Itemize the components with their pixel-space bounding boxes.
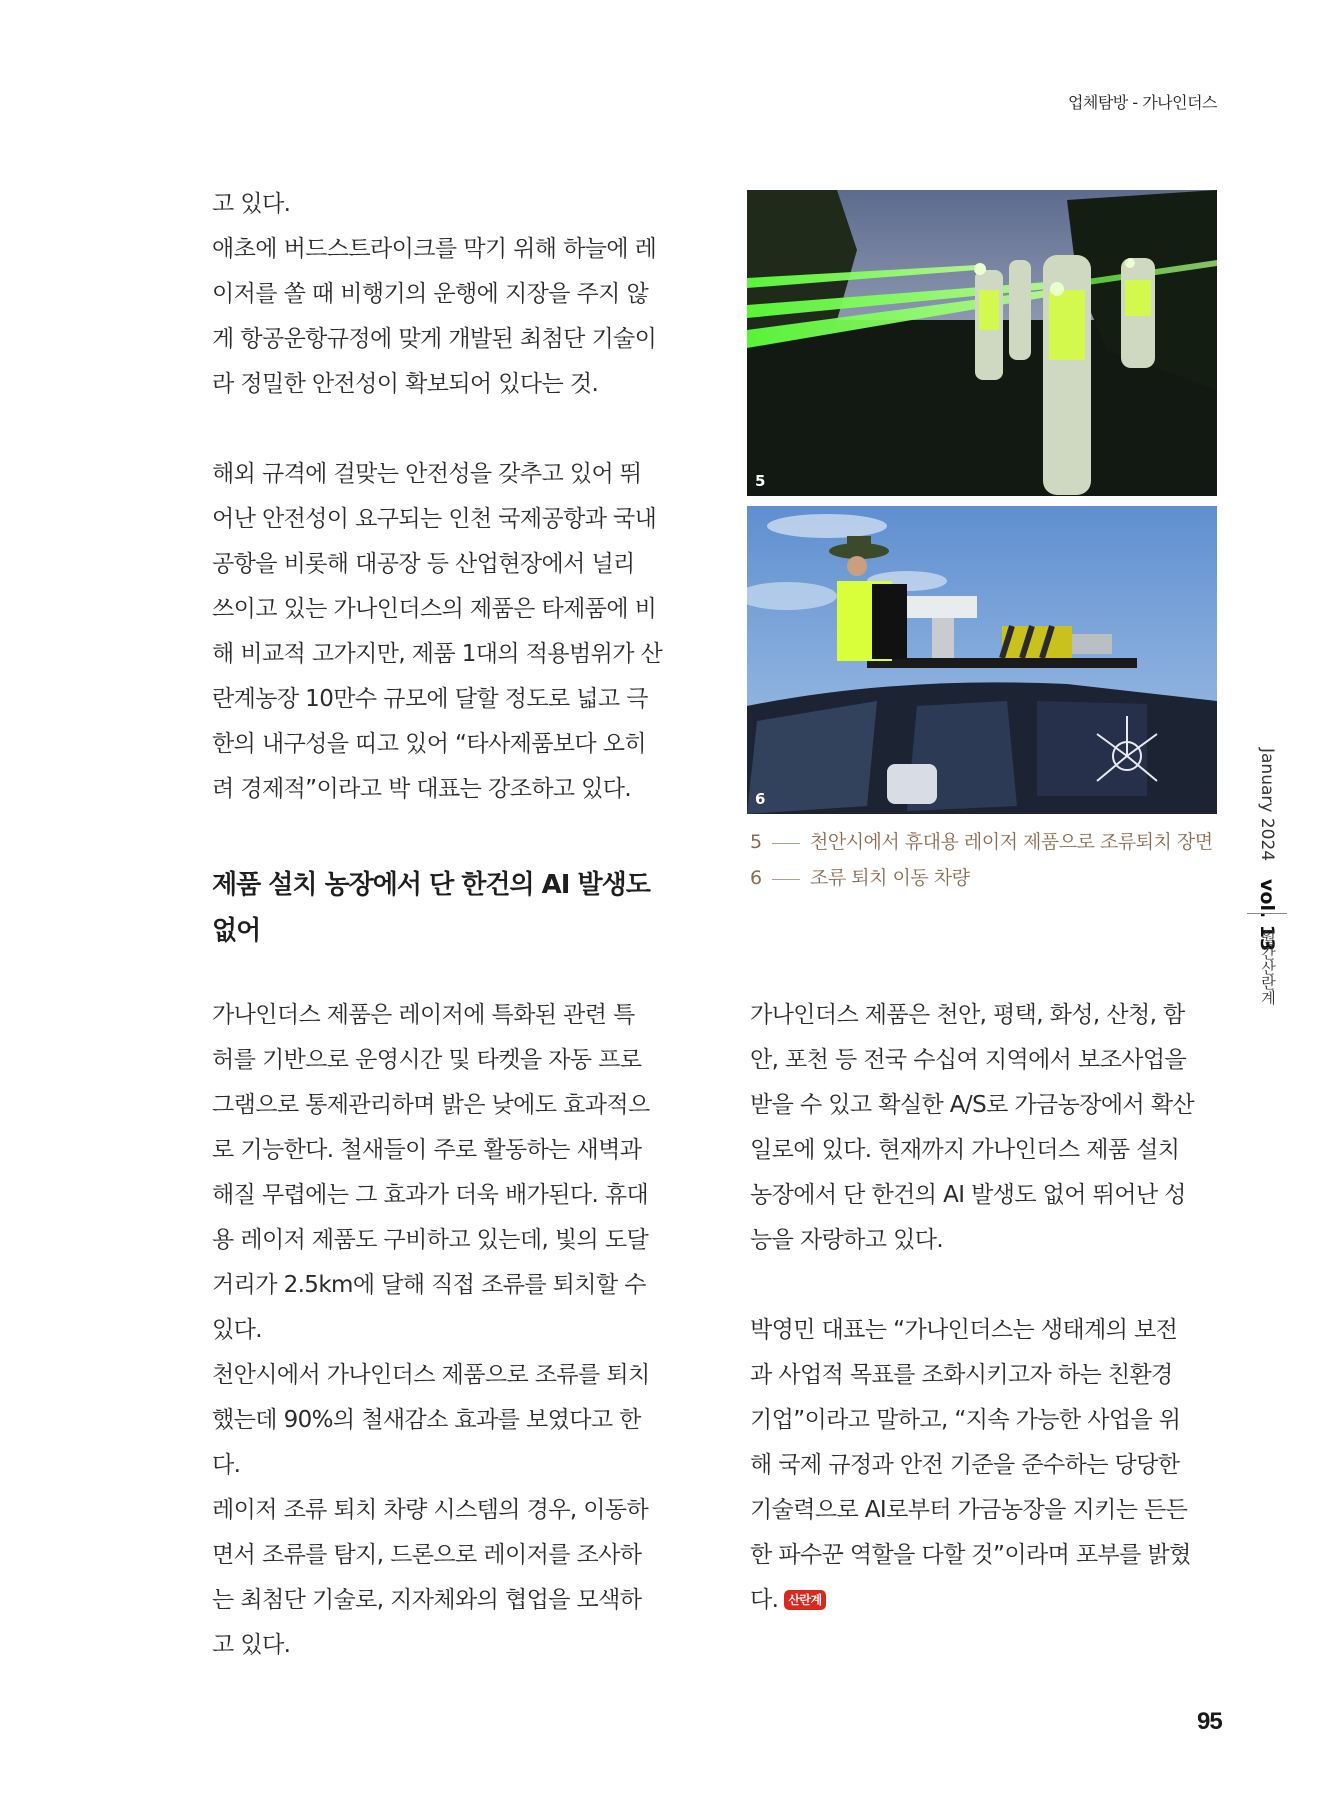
text-line: 일로에 있다. 현재까지 가나인더스 제품 설치 — [750, 1137, 1180, 1163]
text-line: 라 정밀한 안전성이 확보되어 있다는 것. — [212, 371, 599, 397]
photo-captions — [750, 824, 1213, 896]
photo-number: 6 — [755, 790, 766, 808]
heading-line: 제품 설치 농장에서 단 한건의 AI 발생도 — [212, 870, 650, 900]
text-line: 로 기능한다. 철새들이 주로 활동하는 새벽과 — [212, 1137, 642, 1163]
text-line: 거리가 2.5km에 달해 직접 조류를 퇴치할 수 — [212, 1272, 646, 1298]
end-mark-logo: 산란계 — [784, 1590, 825, 1610]
text-line: 고 있다. — [212, 1632, 291, 1658]
paragraph — [750, 993, 1220, 1263]
text-line: 공항을 비롯해 대공장 등 산업현장에서 널리 — [212, 551, 635, 577]
issue-date: January 2024 — [1257, 748, 1277, 862]
text-line: 용 레이저 제품도 구비하고 있는데, 빛의 도달 — [212, 1227, 649, 1253]
paragraph — [212, 227, 687, 407]
paragraph — [750, 1308, 1220, 1578]
photo-number: 5 — [755, 472, 766, 490]
caption — [750, 824, 1213, 860]
text-line: 그램으로 통제관리하며 밝은 낮에도 효과적으 — [212, 1092, 650, 1118]
text-line: 쓰이고 있는 가나인더스의 제품은 타제품에 비 — [212, 596, 657, 622]
text-line: 해 비교적 고가지만, 제품 1대의 적용범위가 산 — [212, 641, 663, 667]
heading-line: 없어 — [212, 916, 261, 946]
photo-laser-bird-repelling — [747, 190, 1217, 496]
sidebar-issue — [1256, 748, 1278, 951]
caption-rule — [772, 879, 800, 880]
text-line: 애초에 버드스트라이크를 막기 위해 하늘에 레 — [212, 236, 657, 262]
text-line: 한의 내구성을 띠고 있어 “타사제품보다 오히 — [212, 731, 646, 757]
text-line: 다. — [750, 1587, 779, 1613]
text-line: 안, 포천 등 전국 수십여 지역에서 보조사업을 — [750, 1047, 1187, 1073]
right-column-bottom — [750, 993, 1220, 1623]
text-line: 허를 기반으로 운영시간 및 타켓을 자동 프로 — [212, 1047, 642, 1073]
caption-text: 조류 퇴치 이동 차량 — [810, 867, 970, 889]
text-line: 가나인더스 제품은 레이저에 특화된 관련 특 — [212, 1002, 635, 1028]
text-line: 려 경제적”이라고 박 대표는 강조하고 있다. — [212, 776, 632, 802]
paragraph — [212, 1488, 687, 1668]
text-line: 한 파수꾼 역할을 다할 것”이라며 포부를 밝혔 — [750, 1542, 1191, 1568]
text-line: 어난 안전성이 요구되는 인천 국제공항과 국내 — [212, 506, 657, 532]
caption — [750, 860, 1213, 896]
text-line: 이저를 쏠 때 비행기의 운행에 지장을 주지 않 — [212, 281, 649, 307]
paragraph — [212, 452, 687, 812]
caption-number: 5 — [750, 831, 762, 853]
paragraph — [212, 182, 687, 227]
page-number: 95 — [1197, 1708, 1222, 1735]
text-line: 있다. — [212, 1317, 262, 1343]
text-line: 게 항공운항규정에 맞게 개발된 최첨단 기술이 — [212, 326, 657, 352]
caption-number: 6 — [750, 867, 762, 889]
text-line: 했는데 90%의 철새감소 효과를 보였다고 한 — [212, 1407, 641, 1433]
caption-text: 천안시에서 휴대용 레이저 제품으로 조류퇴치 장면 — [810, 831, 1213, 853]
text-line: 해외 규격에 걸맞는 안전성을 갖추고 있어 뛰 — [212, 461, 642, 487]
photo-bird-repelling-vehicle — [747, 506, 1217, 814]
text-line: 는 최첨단 기술로, 지자체와의 협업을 모색하 — [212, 1587, 642, 1613]
text-line: 기술력으로 AI로부터 가금농장을 지키는 든든 — [750, 1497, 1188, 1523]
text-line: 고 있다. — [212, 191, 291, 217]
text-line: 가나인더스 제품은 천안, 평택, 화성, 산청, 함 — [750, 1002, 1185, 1028]
left-column-top — [212, 182, 687, 812]
text-line: 농장에서 단 한건의 AI 발생도 없어 뛰어난 성 — [750, 1182, 1186, 1208]
text-line: 면서 조류를 탐지, 드론으로 레이저를 조사하 — [212, 1542, 642, 1568]
text-line: 다. — [212, 1452, 241, 1478]
sidebar-divider — [1247, 913, 1287, 914]
issue-volume: vol. 13 — [1256, 878, 1278, 951]
text-line: 해 국제 규정과 안전 기준을 준수하는 당당한 — [750, 1452, 1180, 1478]
section-header: 업체탐방 - 가나인더스 — [1067, 93, 1217, 112]
left-column-bottom — [212, 993, 687, 1668]
text-line: 능을 자랑하고 있다. — [750, 1227, 944, 1253]
paragraph — [212, 993, 687, 1353]
caption-rule — [772, 843, 800, 844]
text-line: 과 사업적 목표를 조화시키고자 하는 친환경 — [750, 1362, 1173, 1388]
paragraph-end — [750, 1578, 1220, 1623]
text-line: 박영민 대표는 “가나인더스는 생태계의 보전 — [750, 1317, 1178, 1343]
paragraph — [212, 1353, 687, 1488]
text-line: 해질 무렵에는 그 효과가 더욱 배가된다. 휴대 — [212, 1182, 649, 1208]
text-line: 천안시에서 가나인더스 제품으로 조류를 퇴치 — [212, 1362, 650, 1388]
magazine-name: 월간산란계 — [1259, 930, 1277, 1005]
text-line: 받을 수 있고 확실한 A/S로 가금농장에서 확산 — [750, 1092, 1195, 1118]
text-line: 란계농장 10만수 규모에 달할 정도로 넓고 극 — [212, 686, 648, 712]
section-heading — [212, 862, 687, 954]
text-line: 기업”이라고 말하고, “지속 가능한 사업을 위 — [750, 1407, 1181, 1433]
text-line: 레이저 조류 퇴치 차량 시스템의 경우, 이동하 — [212, 1497, 649, 1523]
